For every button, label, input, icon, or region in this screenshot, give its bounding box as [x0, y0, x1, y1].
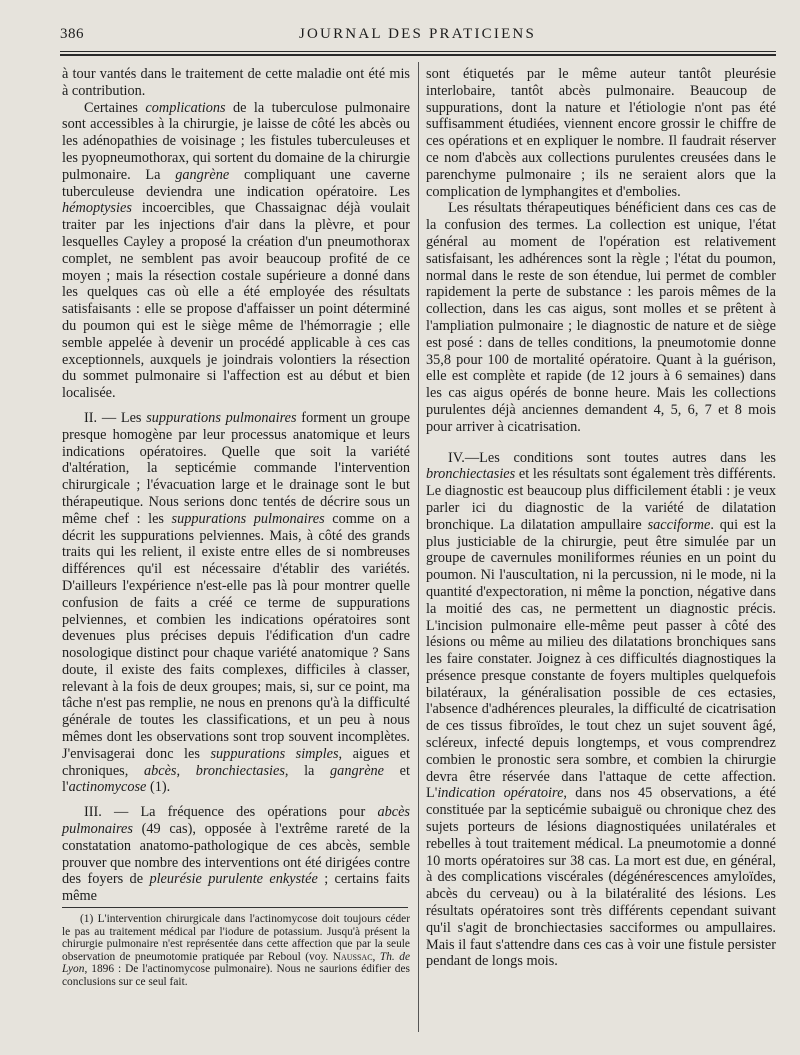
page-number: 386 — [60, 26, 84, 42]
paragraph-continuation: à tour vantés dans le traitement de cette maladie ont été mis à contribution. — [62, 66, 410, 99]
text-run: , la — [284, 762, 331, 779]
text-run: , — [372, 950, 380, 963]
italic-term: sacciforme — [647, 516, 711, 533]
text-run: de la tuberculose pulmonaire sont accessibles à la chirurgie, je laisse de côté les abcès ou les adénopathies de voisinage ; les fistules tuberculeuses et les pyopneumothorax, qui sortent du domaine de la chirurgie pulmonaire. La — [62, 99, 410, 183]
text-run: (49 cas), opposée à l'extrême rareté de la constatation anatomo-pathologique de ces abcès, semble prouver que nombre des interventions ont été dirigées contre des foyers de — [62, 821, 410, 888]
text-run: , dans nos 45 observations, a été constituée par la septicémie subaiguë ou chronique chez des sujets porteurs de lésions diagnostiquées unilatérales et rebelles à tout traitement médical. La pneumotomie a donné 10 morts opératoires sur 38 cas. La mort est due, en général, à des complications viscérales (dégénérescences amyloïdes, abcès du cerveau) ou à la bilatéralité des lésions. Les résultats opératoires sont très différents cependant suivant qu'il s'agit de bronchiectasies sacciformes ou ampullaires. Mais il faut s'attendre dans ces cas à voir une fistule persister pendant de longs mois. — [426, 785, 776, 970]
running-title: JOURNAL DES PRATICIENS — [298, 26, 537, 42]
section-iv-paragraph — [426, 450, 776, 971]
text-run: incoercibles, que Chassaignac déjà voulait traiter par les injections d'air dans la plèvre, et pour lesquelles Cayley a proposé la création d'un pneumothorax complet, ne semblent pas avoir beaucoup profité de ce moyen ; mais la résection costale supérieure a donné dans les quelques cas où elle a été employée des résultats satisfaisants : elle se propose d'affaisser un point déterminé du poumon qui est le siège même de l'hémorragie ; elle semble appelée à devenir un procédé applicable à ces cas exceptionnels, auxquels je joindrais volontiers la résection du sommet pulmonaire si l'affection est au début et bien localisée. — [62, 200, 410, 402]
page-header — [60, 24, 775, 46]
left-column — [62, 66, 410, 905]
italic-term: indication opératoire — [437, 785, 564, 802]
italic-term: suppurations simples — [210, 745, 339, 762]
text-run: forment un groupe presque homogène par leur processus anatomique et leurs indications opératoires. Quelle que soit la variété d'altération, la septicémie commande l'intervention chirurgicale ; l'évacuation large et le drainage sont le but thérapeutique. Nous serions donc tentés de décrire sous un même chef : les — [62, 409, 411, 527]
text-run: . qui est la plus justiciable de la chirurgie, peut être simulée par un groupe de cavernules moniliformes réunies en un point du poumon. Ni l'auscultation, ni la percussion, ni le mode, ni la quantité d'expectoration, ni même la ponction, négative dans la moitié des cas, ne permettent un diagnostic précis. L'incision pulmonaire elle-même peut passer à côté des lésions ou même au milieu des dilatations bronchiques sans les faire constater. Joignez à ces difficultés diagnostiques la présence presque constante de foyers multiples quelquefois bilatéraux, la généralisation possible de ces ectasies, l'absence d'adhérences pleurales, la difficulté de cicatrisation de ces tissus fibroïdes, le tout chez un sujet souvent âgé, scléreux, infecté depuis longtemps, et vous comprendrez combien le pronostic sera sombre, et combien la chirurgie devra être réservée dans l'attaque de cette affection. L' — [426, 516, 776, 802]
text-run: , 1896 : De l'actinomycose pulmonaire). Nous ne saurions édifier des conclusions sur ce seul fait. — [62, 963, 410, 988]
section-iii-paragraph — [62, 804, 410, 905]
paragraph-results: Les résultats thérapeutiques bénéficient dans ces cas de la confusion des termes. La collection est unique, l'état général au moment de l'opération est relativement satisfaisant, les adhérences sont la règle ; l'état du poumon, normal dans le reste de son étendue, lui permet de combler rapidement la perte de substance : les parois mêmes de la collection, dans les cas aigus, sont molles et se prêtent à l'ampliation pulmonaire ; le diagnostic de nature et de siège est posé : dans de telles conditions, la pneumotomie donne 35,8 pour 100 de mortalité opératoire. Quant à la guérison, elle est complète et rapide (de 12 jours à 6 semaines) dans les cas aigus opérés de bonne heure. Mais les collections purulentes déjà anciennes demandent 4, 5, 6, 7 et 8 mois pour arriver à cicatrisation. — [426, 200, 776, 435]
italic-term: gangrène — [330, 762, 385, 779]
paragraph-continuation: sont étiquetés par le même auteur tantôt pleurésie interlobaire, tantôt abcès pulmonaire. Beaucoup de suppurations, dont la nature et l'étiologie n'ont pas été suffisamment étudiées, viennent encore grossir le chiffre de ces opérations et en expliquer le nombre. Il faudrait réserver ce nom d'abcès aux collections purulentes creusées dans le parenchyme pulmonaire ; ils ne seraient alors que la complication de lymphangites et d'embolies. — [426, 66, 776, 200]
section-ii-paragraph — [62, 410, 410, 796]
text-run: (1) L'intervention chirurgicale dans l'actinomycose doit toujours céder le pas au traitement médical par l'iodure de potassium. Jusqu'à présent la chirurgie pulmonaire n'est représentée dans cette affection que par la seule observation de pneumotomie pratiquée par Reboul (voy. — [62, 913, 410, 963]
italic-term: Th. de Lyon — [62, 950, 411, 976]
text-run: , aigues et chroniques, — [62, 745, 410, 779]
text-run: et l' — [62, 762, 410, 796]
text-run: ; certains faits même — [62, 871, 410, 905]
right-column — [426, 66, 776, 970]
text-run: comme on a décrit les suppurations pelviennes. Mais, à côté des grands traits qui les relient, il existe entre elles de si nombreuses différences qu'il est nécessaire d'établir des variétés. D'ailleurs l'expérience n'est-elle pas là pour montrer quelle confusion de faits a créé ce terme de suppurations pelviennes, et combien les indications opératoires sont devenues plus précises depuis l'édification d'un cadre nosologique distinct pour chaque variété anatomique ? Sans doute, il existe des faits complexes, difficiles à classer, relevant à la fois de deux groupes; mais, si, sur ce point, ma tâche n'est pas remplie, ne nous en prenons qu'à la difficulté générale de toutes les classifications, et un peu à nous mêmes dont les observations sont trop souvent incomplètes. J'envisagerai donc les — [62, 510, 411, 762]
text-run: III. — La fréquence des opérations pour — [84, 804, 378, 821]
author-name: Naussac — [332, 950, 373, 963]
paragraph-complications — [62, 100, 410, 402]
italic-term: suppurations pulmonaires — [171, 510, 325, 527]
footnote-rule — [62, 907, 408, 908]
text-run: (1). — [146, 779, 171, 796]
text-run: Certaines — [84, 99, 146, 116]
italic-term: hémoptysies — [62, 200, 132, 217]
header-rule-thick — [60, 54, 776, 56]
italic-term: abcès pulmonaires — [62, 804, 410, 838]
italic-term: suppurations pulmonaires — [146, 409, 297, 426]
italic-term: gangrène — [175, 166, 230, 183]
italic-term: complications — [145, 99, 226, 116]
text-run: II. — Les — [84, 409, 147, 426]
header-rule — [60, 51, 776, 52]
text-run: compliquant une caverne tuberculeuse deviendra une indication opératoire. Les — [62, 166, 410, 200]
column-divider — [418, 62, 419, 1032]
text-run: et les résultats sont également très différents. Le diagnostic est beaucoup plus difficilement établi : je veux parler ici du diagnostic de la variété de dilatation bronchique. La dilatation ampullaire — [426, 466, 776, 533]
italic-term: pleurésie purulente enkystée — [149, 871, 318, 888]
italic-term: actinomycose — [68, 779, 147, 796]
italic-term: bronchiectasies — [426, 466, 516, 483]
footnote — [62, 913, 410, 989]
footnote-text — [62, 913, 410, 989]
italic-term: abcès, bronchiectasies — [143, 762, 285, 779]
text-run: IV.—Les conditions sont toutes autres dans les — [448, 449, 776, 466]
